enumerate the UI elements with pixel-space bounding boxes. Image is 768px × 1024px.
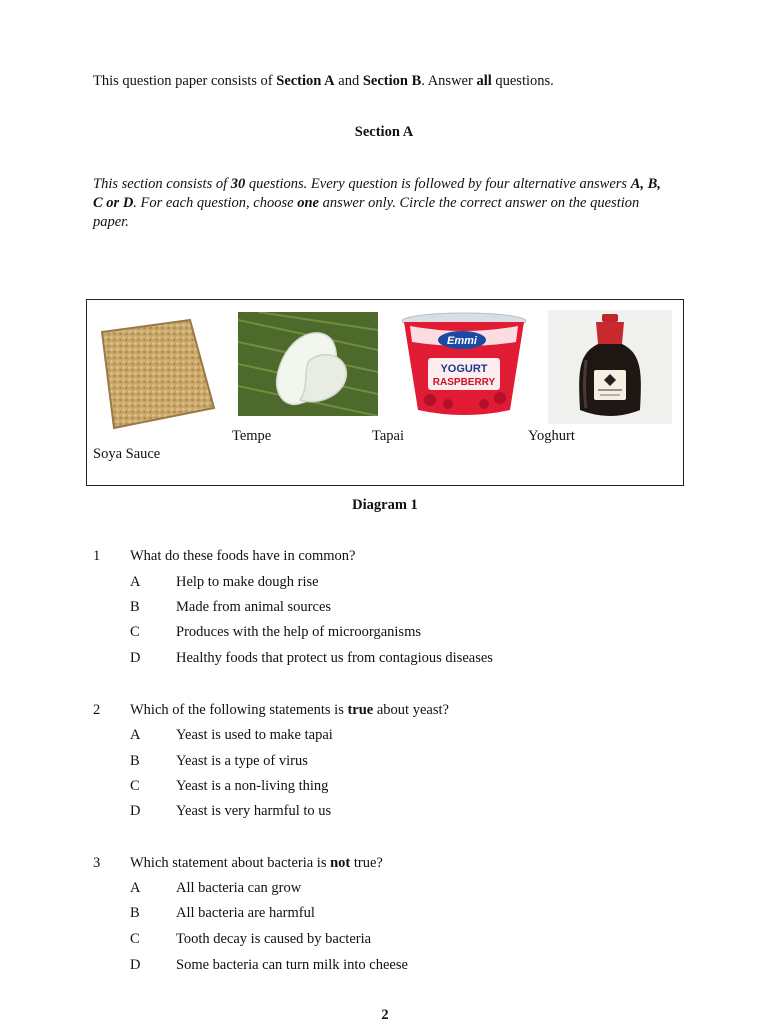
option-text[interactable]: Made from animal sources: [176, 599, 332, 615]
yogurt-flavour: RASPBERRY: [432, 377, 496, 388]
option-letter[interactable]: A: [130, 880, 141, 896]
label-soya-sauce: Soya Sauce: [93, 446, 161, 462]
question-text: [130, 548, 356, 565]
diagram-caption: Diagram 1: [352, 497, 418, 513]
yogurt-brand: Emmi: [447, 335, 477, 347]
page-number: 2: [381, 1007, 389, 1023]
instructions-part: . For each question, choose: [133, 195, 298, 211]
question-text: [130, 702, 449, 719]
option-letter[interactable]: B: [130, 753, 140, 769]
intro-part: This question paper consists of: [93, 73, 277, 89]
option-letter[interactable]: A: [130, 574, 141, 590]
option-letter[interactable]: D: [130, 957, 141, 973]
question-text-part: Which statement about bacteria is: [130, 855, 331, 871]
question-text: [130, 855, 383, 872]
question-text-part: about yeast?: [373, 702, 449, 718]
option-letter[interactable]: B: [130, 599, 140, 615]
option-text[interactable]: All bacteria can grow: [176, 880, 302, 896]
instructions-part: This section consists of: [93, 176, 231, 192]
intro-part: and: [334, 73, 363, 89]
intro-bold-section-a: Section A: [276, 73, 335, 89]
intro-text: [93, 73, 554, 90]
intro-part: questions.: [491, 73, 554, 89]
intro-part: . Answer: [421, 73, 477, 89]
option-text[interactable]: Some bacteria can turn milk into cheese: [176, 957, 408, 973]
option-text[interactable]: Help to make dough rise: [176, 574, 319, 590]
question-text-part: Which of the following statements is: [130, 702, 348, 718]
option-letter[interactable]: C: [130, 931, 140, 947]
option-text[interactable]: Tooth decay is caused by bacteria: [176, 931, 372, 947]
label-tapai: Tapai: [372, 428, 404, 444]
option-letter[interactable]: A: [130, 727, 141, 743]
label-tempe: Tempe: [232, 428, 272, 444]
question-number: 3: [93, 855, 101, 871]
label-yoghurt: Yoghurt: [528, 428, 575, 444]
option-letter[interactable]: B: [130, 905, 140, 921]
yoghurt-image: [400, 312, 528, 418]
option-text[interactable]: Yeast is a non-living thing: [176, 778, 329, 794]
option-text[interactable]: All bacteria are harmful: [176, 905, 315, 921]
option-text[interactable]: Yeast is very harmful to us: [176, 803, 332, 819]
option-letter[interactable]: D: [130, 803, 141, 819]
option-letter[interactable]: D: [130, 650, 141, 666]
instructions: [93, 175, 673, 232]
tempe-image: [98, 318, 216, 430]
intro-bold-all: all: [476, 73, 492, 89]
option-letter[interactable]: C: [130, 778, 140, 794]
question-number: 2: [93, 702, 101, 718]
tapai-image: [238, 312, 378, 416]
question-text-emphasis: true: [347, 702, 374, 718]
instructions-part: answer only. Circle the correct answer on the question paper.: [93, 195, 640, 230]
option-text[interactable]: Healthy foods that protect us from contagious diseases: [176, 650, 493, 666]
yogurt-word: YOGURT: [440, 363, 488, 375]
question-text-part: What do these foods have in common?: [130, 548, 356, 564]
question-number: 1: [93, 548, 101, 564]
question-text-part: true?: [350, 855, 383, 871]
option-text[interactable]: Produces with the help of microorganisms: [176, 624, 421, 640]
instructions-bold-count: 30: [230, 176, 246, 192]
section-title: Section A: [354, 124, 414, 140]
option-letter[interactable]: C: [130, 624, 140, 640]
question-text-emphasis: not: [330, 855, 351, 871]
instructions-bold-one: one: [297, 195, 319, 211]
intro-bold-section-b: Section B: [362, 73, 422, 89]
instructions-bold-letters: A, B, C or D: [93, 176, 661, 211]
option-text[interactable]: Yeast is a type of virus: [176, 753, 308, 769]
soya-sauce-image: [548, 310, 672, 424]
instructions-part: questions. Every question is followed by four alternative answers: [245, 176, 631, 192]
option-text[interactable]: Yeast is used to make tapai: [176, 727, 333, 743]
